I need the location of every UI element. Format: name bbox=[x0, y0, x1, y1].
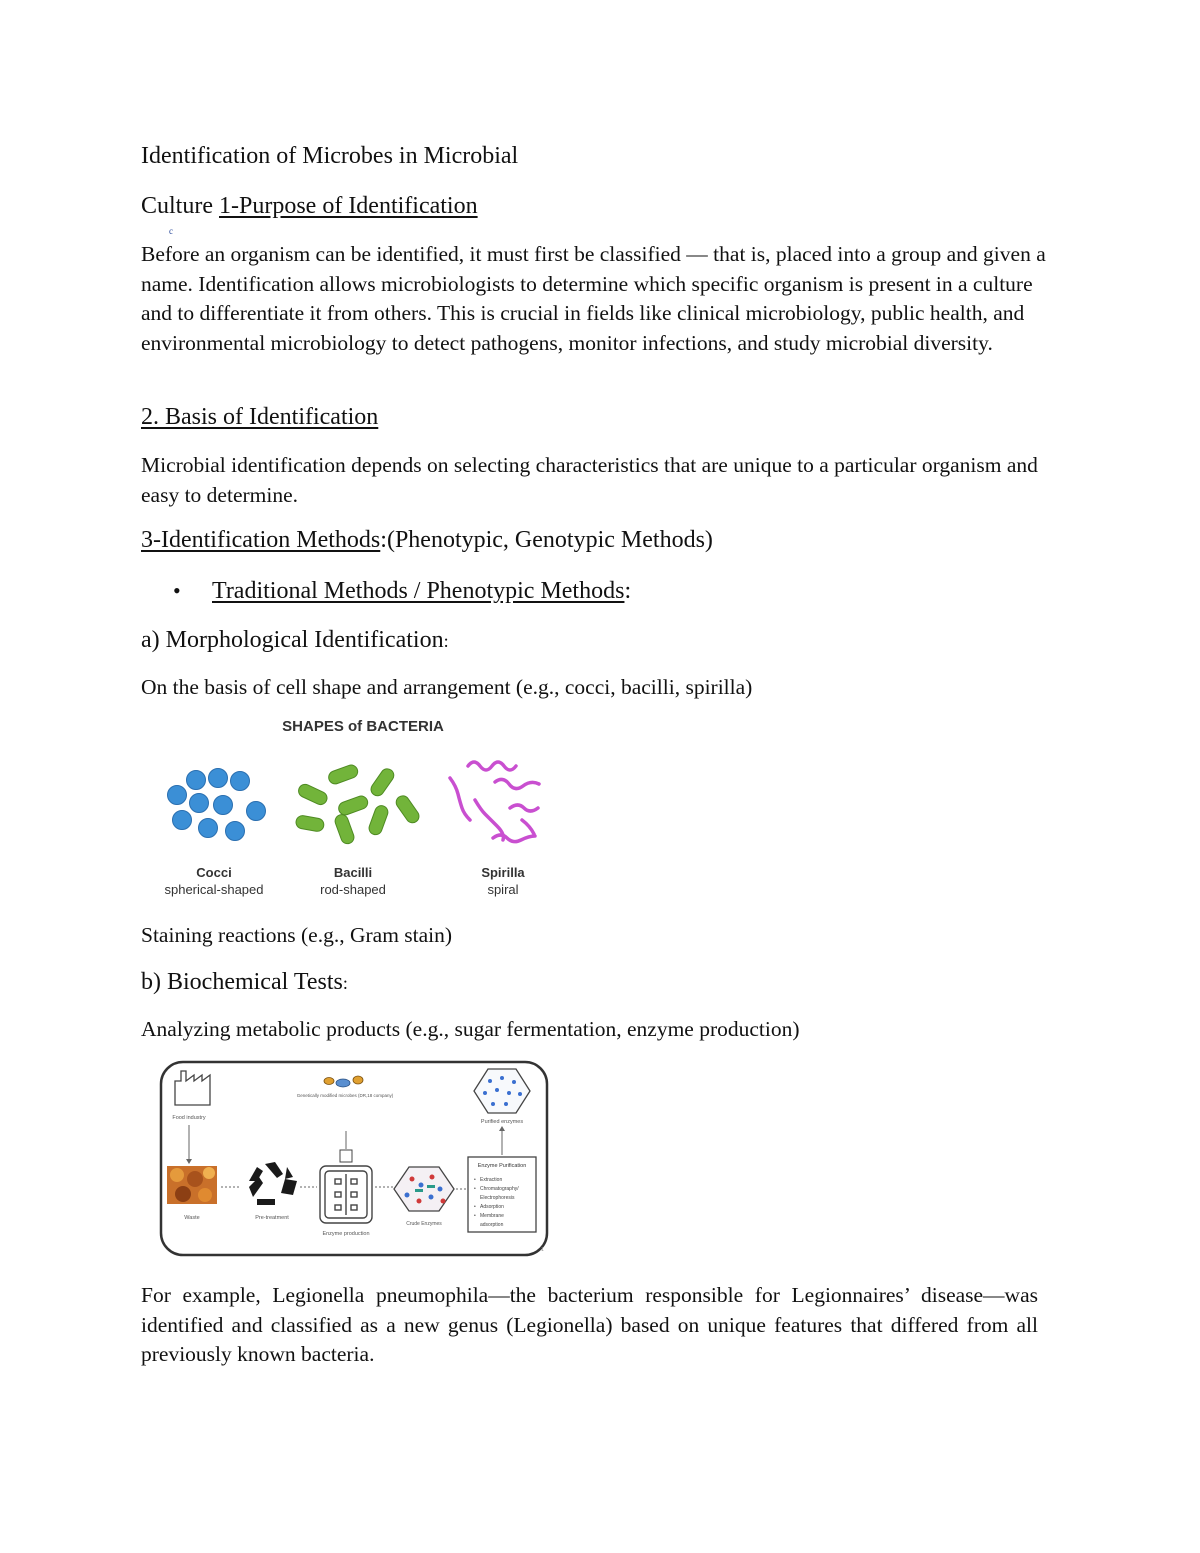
purification-step: • bbox=[474, 1204, 476, 1210]
spirilla-desc: spiral bbox=[487, 882, 519, 897]
purification-step-label: Adsorption bbox=[480, 1204, 504, 1210]
title-line2-prefix: Culture bbox=[141, 193, 219, 219]
section2-body: Microbial identification depends on selecting characteristics that are unique to a particular organism and easy to determine. bbox=[141, 453, 1038, 507]
section1-body: Before an organism can be identified, it must first be classified — that is, placed into a group and given a name. Identification allows microbiologists to determine which specific organism is present in a culture and to differentiate it from others. This is crucial in fields like clinical microbiology, public health, and environmental microbiology to detect pathogens, monitor infections, and study microbial diversity. bbox=[141, 242, 1046, 355]
bacilli-desc: rod-shaped bbox=[320, 882, 386, 897]
document-title: Identification of Microbes in Microbial bbox=[141, 143, 519, 169]
label-waste: Waste bbox=[184, 1215, 200, 1221]
bullet-marker: • bbox=[173, 578, 181, 603]
enzyme-production-diagram bbox=[157, 1059, 552, 1259]
spirilla-illustration bbox=[450, 762, 539, 842]
bacteria-shapes-figure bbox=[155, 708, 550, 908]
bioreactor-icon bbox=[320, 1166, 372, 1223]
bacilli-illustration bbox=[295, 763, 422, 845]
waste-image bbox=[167, 1166, 217, 1204]
sub-b-heading: b) Biochemical Tests bbox=[141, 969, 343, 995]
cocci-name: Cocci bbox=[196, 865, 232, 880]
bullet-heading: Traditional Methods / Phenotypic Methods bbox=[212, 578, 625, 604]
staining-text: Staining reactions (e.g., Gram stain) bbox=[141, 923, 453, 947]
purification-step: • bbox=[474, 1177, 476, 1183]
section1-heading: 1-Purpose of Identification bbox=[219, 193, 478, 219]
purification-step-label: Extraction bbox=[480, 1177, 503, 1183]
section2-heading: 2. Basis of Identification bbox=[141, 404, 379, 430]
stray-mark: c bbox=[169, 226, 173, 236]
purification-step: • bbox=[474, 1186, 476, 1192]
label-pretreatment: Pre-treatment bbox=[255, 1215, 289, 1221]
title-continuation-line bbox=[141, 193, 478, 220]
label-purified-enzymes: Purified enzymes bbox=[480, 1119, 524, 1125]
bullet-colon: : bbox=[624, 578, 632, 604]
cocci-desc: spherical-shaped bbox=[164, 882, 264, 897]
sub-a-body: On the basis of cell shape and arrangement (e.g., cocci, bacilli, spirilla) bbox=[141, 675, 753, 699]
label-gm-microbes: Genetically modified microbes (DR,18 company) bbox=[296, 1093, 394, 1098]
sub-b-heading-line bbox=[141, 969, 348, 996]
label-purification-title: Enzyme Purification bbox=[477, 1163, 527, 1169]
purification-step-label: Electrophoresis bbox=[480, 1195, 515, 1201]
sub-a-heading-line bbox=[141, 627, 449, 654]
label-food-industry: Food industry bbox=[172, 1115, 206, 1121]
section3-heading-rest: :(Phenotypic, Genotypic Methods) bbox=[380, 527, 713, 553]
diagram-page-mark: 1 bbox=[541, 1247, 544, 1253]
label-enzyme-production: Enzyme production bbox=[322, 1231, 370, 1237]
bacteria-figure-title: SHAPES of BACTERIA bbox=[282, 718, 444, 735]
section3-heading bbox=[141, 527, 713, 554]
sub-b-body: Analyzing metabolic products (e.g., sugar fermentation, enzyme production) bbox=[141, 1017, 800, 1041]
purification-step-label: Chromatography/ bbox=[480, 1186, 519, 1192]
example-paragraph: For example, Legionella pneumophila—the bacterium responsible for Legionnaires’ disease—was identified and classified as a new genus (Legionella) based on unique features that differed from all previously known bacteria. bbox=[141, 1283, 1038, 1366]
sub-a-heading: a) Morphological Identification bbox=[141, 627, 444, 653]
spirilla-name: Spirilla bbox=[481, 865, 525, 880]
bullet-heading-line bbox=[212, 578, 631, 605]
sub-a-colon: : bbox=[443, 631, 449, 651]
purification-step-label: Membrane bbox=[480, 1213, 504, 1219]
purification-step: • bbox=[474, 1213, 476, 1219]
sub-b-colon: : bbox=[342, 973, 348, 993]
label-crude-enzymes: Crude Enzymes bbox=[406, 1221, 442, 1227]
purification-step-label: adsorption bbox=[480, 1222, 504, 1228]
cocci-illustration bbox=[168, 769, 266, 841]
inoculum-box bbox=[340, 1150, 352, 1162]
bacilli-name: Bacilli bbox=[333, 865, 373, 880]
section3-heading-underlined: 3-Identification Methods bbox=[141, 527, 381, 553]
